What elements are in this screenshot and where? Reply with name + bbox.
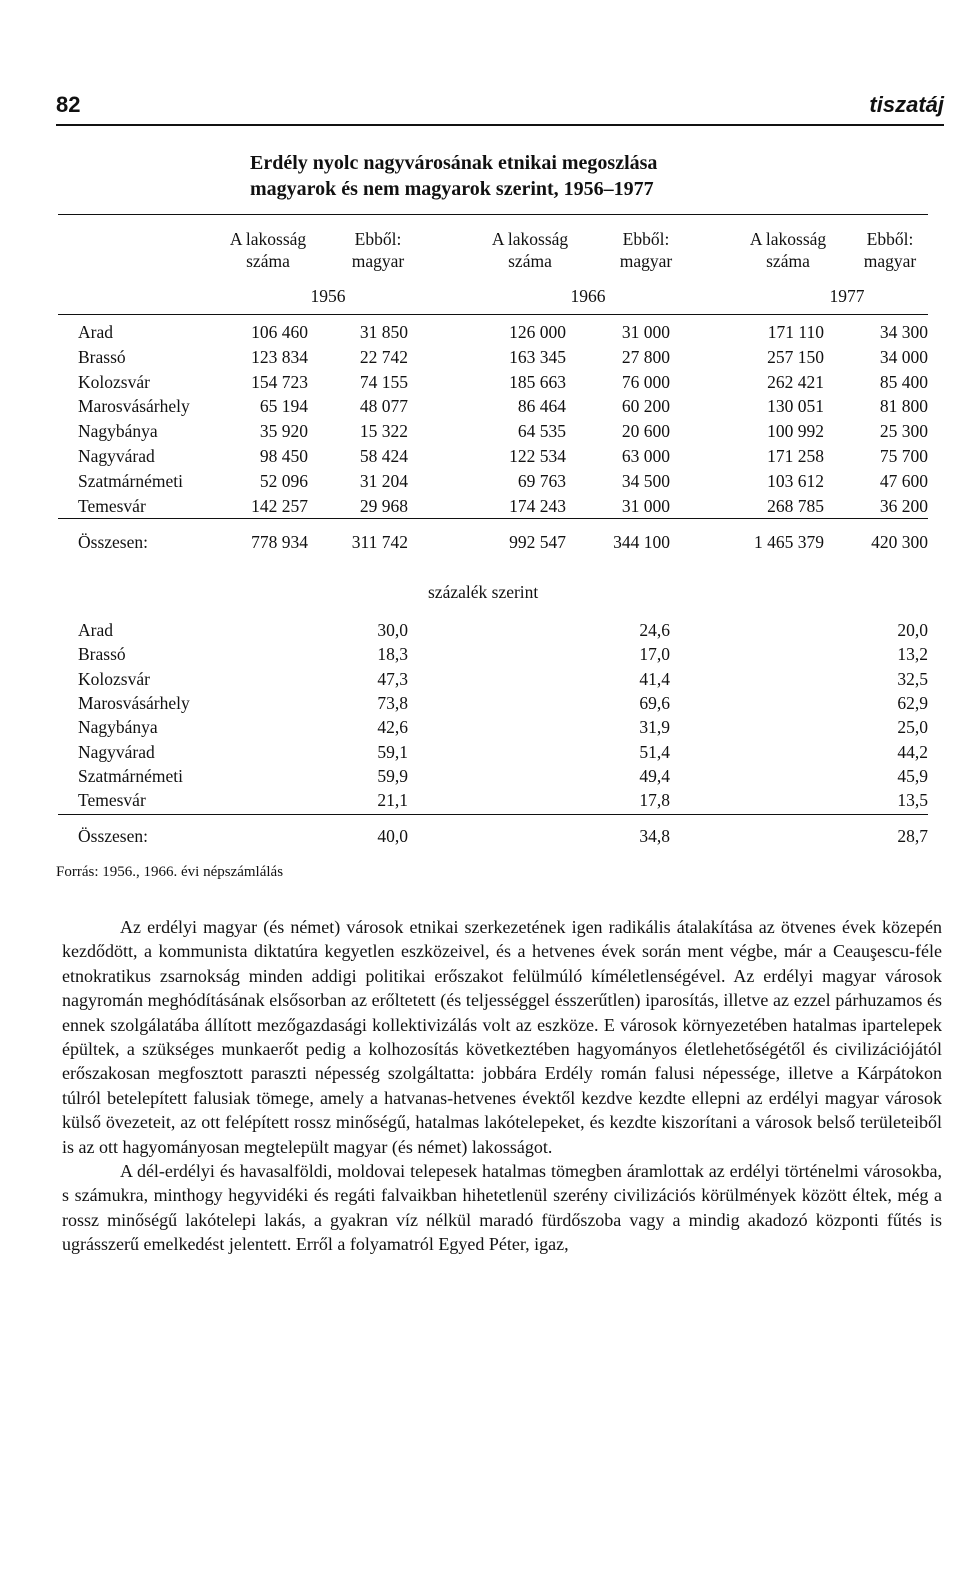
column-header-line1: A lakosság — [749, 229, 827, 249]
table-cell: 24,6 — [639, 620, 670, 640]
percent-row — [78, 644, 928, 666]
table-cell: 420 300 — [871, 532, 928, 552]
percent-section-label: százalék szerint — [428, 582, 539, 602]
table-cell: 52 096 — [259, 470, 308, 491]
column-header-line1: A lakosság — [491, 229, 569, 249]
percent-total-row — [78, 826, 928, 848]
table-cell: 163 345 — [509, 346, 566, 367]
table-cell: 34 000 — [879, 346, 928, 367]
column-header-line2: magyar — [863, 251, 917, 271]
row-label: Szatmárnémeti — [78, 765, 183, 786]
table-cell: 171 258 — [767, 446, 824, 466]
table-cell: 30,0 — [377, 620, 408, 640]
table-cell: 31,9 — [639, 717, 670, 738]
percent-row — [78, 742, 928, 764]
column-header — [318, 228, 438, 272]
table-cell: 268 785 — [767, 495, 824, 516]
table-cell: 34 500 — [621, 470, 670, 491]
row-label: Brassó — [78, 346, 126, 367]
total-row — [78, 532, 928, 554]
percent-row — [78, 766, 928, 788]
table-cell: 34,8 — [639, 826, 670, 846]
table-cell: 59,9 — [377, 765, 408, 786]
column-header-line1: A lakosság — [229, 229, 307, 249]
table-cell: 81 800 — [879, 396, 928, 417]
table-cell: 31 204 — [359, 470, 408, 491]
table-rule — [58, 314, 928, 315]
column-header-line2: magyar — [619, 251, 673, 271]
table-cell: 123 834 — [251, 346, 308, 367]
row-label: Összesen: — [78, 826, 148, 846]
table-cell: 18,3 — [377, 644, 408, 665]
table-rule — [58, 214, 928, 215]
column-header-line1: Ebből: — [866, 229, 914, 249]
table-cell: 69,6 — [639, 692, 670, 713]
table-cell: 31 850 — [359, 322, 408, 342]
row-label: Szatmárnémeti — [78, 470, 183, 491]
table-cell: 32,5 — [897, 668, 928, 689]
table-title-line1: Erdély nyolc nagyvárosának etnikai megoszlása — [250, 152, 658, 174]
table-cell: 171 110 — [767, 322, 824, 342]
table-cell: 130 051 — [767, 396, 824, 417]
table-cell: 47 600 — [879, 470, 928, 491]
column-header-line2: magyar — [351, 251, 405, 271]
table-cell: 185 663 — [509, 371, 566, 392]
table-cell: 86 464 — [517, 396, 566, 417]
table-cell: 51,4 — [639, 741, 670, 762]
table-cell: 36 200 — [879, 495, 928, 516]
table-cell: 41,4 — [639, 668, 670, 689]
table-cell: 262 421 — [767, 371, 824, 392]
table-cell: 42,6 — [377, 717, 408, 738]
row-label: Temesvár — [78, 495, 146, 516]
year-label: 1966 — [570, 286, 606, 306]
table-cell: 22 742 — [359, 346, 408, 367]
row-label: Nagyvárad — [78, 446, 155, 466]
table-cell: 25,0 — [897, 717, 928, 738]
table-cell: 74 155 — [359, 371, 408, 392]
table-row — [78, 471, 928, 493]
table-cell: 15 322 — [359, 421, 408, 442]
table-rule — [58, 518, 928, 519]
row-label: Arad — [78, 322, 113, 342]
table-cell: 126 000 — [509, 322, 566, 342]
table-cell: 69 763 — [517, 470, 566, 491]
table-rule — [58, 814, 928, 815]
column-header — [208, 228, 328, 272]
percent-row — [78, 693, 928, 715]
table-cell: 44,2 — [897, 741, 928, 762]
table-cell: 98 450 — [259, 446, 308, 466]
year-label: 1956 — [310, 286, 346, 306]
table-row — [78, 322, 928, 344]
table-cell: 45,9 — [897, 765, 928, 786]
table-cell: 20,0 — [897, 620, 928, 640]
table-cell: 25 300 — [879, 421, 928, 442]
row-label: Marosvásárhely — [78, 396, 190, 417]
table-cell: 63 000 — [621, 446, 670, 466]
table-cell: 64 535 — [517, 421, 566, 442]
row-label: Nagybánya — [78, 421, 158, 442]
column-header — [586, 228, 706, 272]
table-cell: 13,2 — [897, 644, 928, 665]
year-label: 1977 — [829, 286, 865, 306]
table-cell: 122 534 — [509, 446, 566, 466]
table-cell: 47,3 — [377, 668, 408, 689]
table-row — [78, 496, 928, 518]
table-cell: 103 612 — [767, 470, 824, 491]
table-cell: 100 992 — [767, 421, 824, 442]
table-cell: 257 150 — [767, 346, 824, 367]
table-cell: 35 920 — [259, 421, 308, 442]
table-row — [78, 421, 928, 443]
table-cell: 28,7 — [897, 826, 928, 846]
row-label: Arad — [78, 620, 113, 640]
table-row — [78, 446, 928, 468]
percent-row — [78, 717, 928, 739]
row-label: Brassó — [78, 644, 126, 665]
percent-row — [78, 790, 928, 812]
table-cell: 1 465 379 — [754, 532, 824, 552]
source-note: Forrás: 1956., 1966. évi népszámlálás — [56, 864, 284, 880]
table-cell: 344 100 — [613, 532, 670, 552]
table-cell: 311 742 — [351, 532, 408, 552]
journal-name: tiszatáj — [869, 92, 944, 117]
table-cell: 85 400 — [879, 371, 928, 392]
column-header-line2: száma — [246, 251, 290, 271]
table-cell: 154 723 — [251, 371, 308, 392]
row-label: Marosvásárhely — [78, 692, 190, 713]
row-label: Kolozsvár — [78, 668, 150, 689]
paragraph: Az erdélyi magyar (és német) városok etnikai szerkezetének igen radikális átalakítása az ötvenes évek közepén kezdődött, a kommunista diktatúra kegyetlen eszközeivel, és a hetvenes évek során ment végbe, már a Ceauşescu-féle etnokratikus zsarnokság minden addigi politikai erőszakot felülmúló kíméletlenségével. Az erdélyi magyar városok nagyromán meghódításának elsősorban az erőltetett (és teljességgel ésszerűtlen) iparosítás, illetve az ezzel párhuzamos és ennek szolgálatába állított mezőgazdasági kollektivizálás volt az eszköze. E városok környezetében hatalmas ipartelepek épültek, a szükséges munkaerőt pedig a kolhozosítás következtében hagyományos életlehetőségétől és civilizációjától erőszakosan megfosztott paraszti népesség szolgáltatta: jobbára Erdély román falusi népessége, illetve a Kárpátokon túlról betelepített falusiak tömege, amely a hatvanas-hetvenes évektől kezdve kezdte ellepni az erdélyi magyar városok külső övezeteit, az ott felépített rossz minőségű, hatalmas lakótelepeket, és kezdte kiszorítani a városok belső területeiből is az ott hagyományosan megtelepült magyar (és német) lakosságot. — [62, 917, 942, 1157]
column-header-line2: száma — [766, 251, 810, 271]
table-cell: 59,1 — [377, 741, 408, 762]
page-header — [56, 92, 944, 126]
table-cell: 73,8 — [377, 692, 408, 713]
column-header — [470, 228, 590, 272]
table-cell: 48 077 — [359, 396, 408, 417]
table-cell: 58 424 — [359, 446, 408, 466]
table-cell: 17,0 — [639, 644, 670, 665]
table-cell: 778 934 — [251, 532, 308, 552]
table-cell: 27 800 — [621, 346, 670, 367]
table-title-line2: magyarok és nem magyarok szerint, 1956–1977 — [250, 178, 654, 200]
row-label: Nagyvárad — [78, 741, 155, 762]
table-cell: 106 460 — [251, 322, 308, 342]
table-cell: 65 194 — [259, 396, 308, 417]
percent-row — [78, 669, 928, 691]
table-row — [78, 372, 928, 394]
column-header-line1: Ebből: — [354, 229, 402, 249]
table-row — [78, 396, 928, 418]
table-cell: 17,8 — [639, 790, 670, 811]
column-header — [830, 228, 950, 272]
table-cell: 21,1 — [377, 790, 408, 811]
table-row — [78, 347, 928, 369]
table-cell: 13,5 — [897, 790, 928, 811]
table-cell: 29 968 — [359, 495, 408, 516]
table-cell: 49,4 — [639, 765, 670, 786]
paragraph: A dél-erdélyi és havasalföldi, moldovai telepesek hatalmas tömegben áramlottak az erdélyi történelmi városokba, s számukra, minthogy hegyvidéki és regáti falvaikban hihetetlenül szerény civilizációs körülmények között éltek, még a rossz minőségű lakótelepi lakás, a gyakran víz nélkül maradó fürdőszoba vagy a mindig akadozó központi fűtés is ugrásszerű emelkedést jelentett. Erről a folyamatról Egyed Péter, igaz, — [62, 1161, 942, 1255]
table-cell: 31 000 — [621, 322, 670, 342]
column-header-line1: Ebből: — [622, 229, 670, 249]
table-cell: 992 547 — [509, 532, 566, 552]
table-cell: 40,0 — [377, 826, 408, 846]
table-cell: 75 700 — [879, 446, 928, 466]
percent-row — [78, 620, 928, 642]
column-header-line2: száma — [508, 251, 552, 271]
table-cell: 60 200 — [621, 396, 670, 417]
row-label: Összesen: — [78, 532, 148, 552]
body-text — [62, 915, 942, 1257]
row-label: Nagybánya — [78, 717, 158, 738]
page-number: 82 — [56, 92, 81, 117]
table-cell: 31 000 — [621, 495, 670, 516]
table-cell: 34 300 — [879, 322, 928, 342]
table-cell: 174 243 — [509, 495, 566, 516]
table-cell: 76 000 — [621, 371, 670, 392]
row-label: Kolozsvár — [78, 371, 150, 392]
table-cell: 142 257 — [251, 495, 308, 516]
table-cell: 20 600 — [621, 421, 670, 442]
table-cell: 62,9 — [897, 692, 928, 713]
row-label: Temesvár — [78, 790, 146, 811]
table-title — [250, 150, 657, 202]
